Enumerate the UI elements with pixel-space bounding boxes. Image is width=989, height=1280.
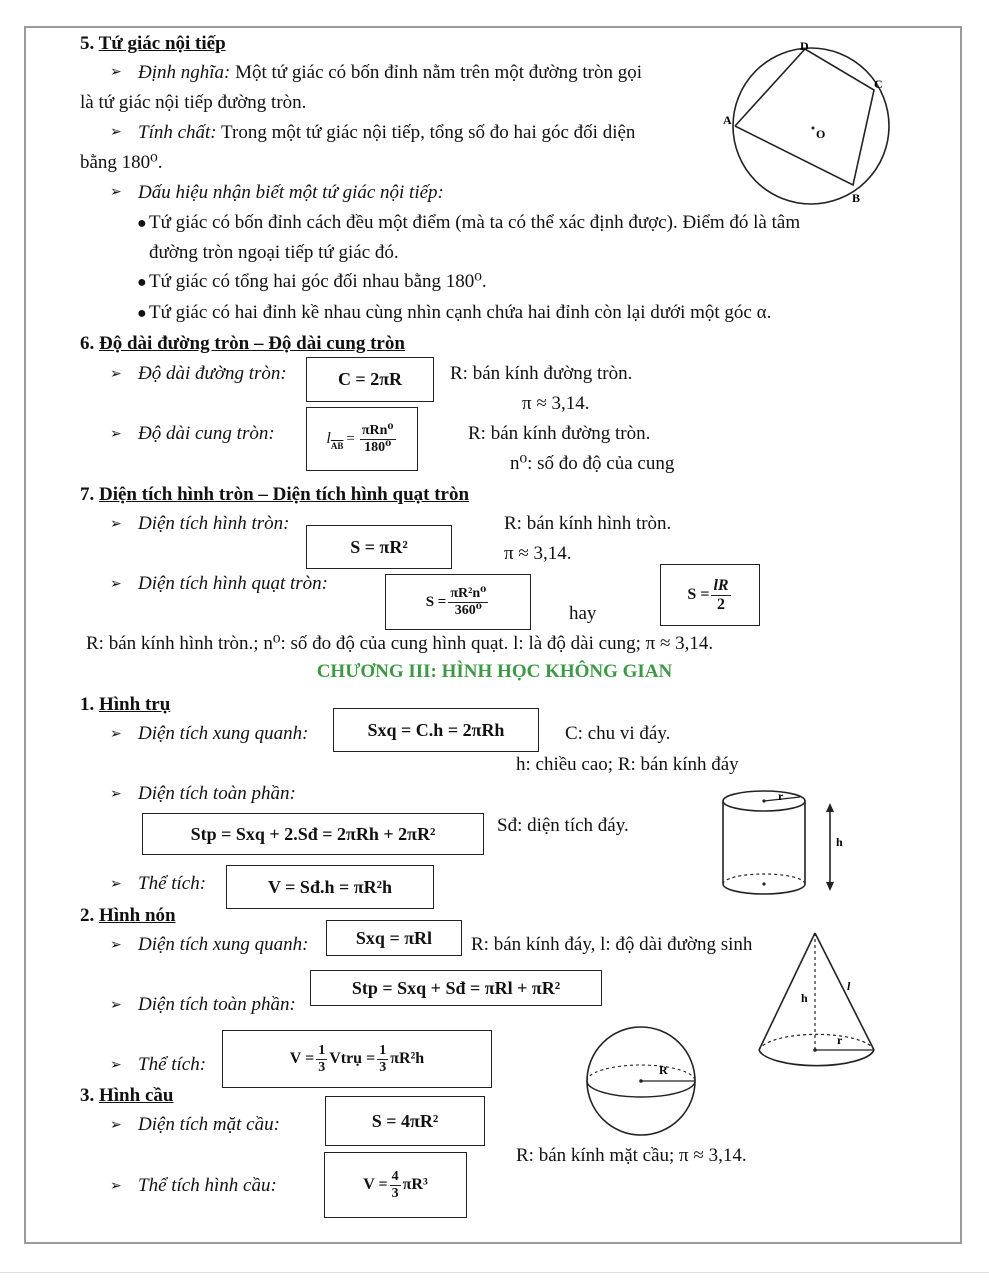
arrow-bullet-icon: ➢ (110, 1058, 122, 1073)
bullet-dot-icon: ● (137, 305, 147, 322)
sector-area-label: Diện tích hình quạt tròn: (138, 573, 328, 594)
cone-lateral-formula-box: Sxq = πRl (326, 920, 462, 956)
cone-base-center (813, 1048, 817, 1052)
or-text: hay (569, 603, 597, 624)
cylinder-height-label: h (836, 835, 843, 849)
cylinder-lateral-label: Diện tích xung quanh: (138, 723, 309, 744)
property-text: Trong một tứ giác nội tiếp, tổng số đo hai góc đối diện (216, 122, 636, 143)
arrow-bullet-icon: ➢ (110, 367, 122, 382)
sphere-volume-rhs: πR³ (402, 1176, 428, 1193)
arc-note-degree: n⁰: số đo độ của cung (510, 453, 675, 474)
arrow-bullet-icon: ➢ (110, 787, 122, 802)
section-7-heading (80, 484, 469, 506)
section-number: 1. (80, 694, 95, 715)
cone-volume-label: Thể tích: (138, 1054, 207, 1075)
sphere-center (639, 1079, 643, 1083)
sphere-volume-lhs: V = (363, 1176, 388, 1193)
section-title: Độ dài đường tròn – Độ dài cung tròn (99, 333, 405, 354)
height-arrow-down-icon (826, 882, 834, 891)
sphere-volume-formula-box (324, 1152, 467, 1218)
cone-right-edge (815, 933, 874, 1050)
cone-note: R: bán kính đáy, l: độ dài đường sinh (471, 934, 753, 955)
vertex-label-b: B (852, 191, 861, 205)
arc-note-radius: R: bán kính đường tròn. (468, 423, 651, 444)
property-line (138, 122, 635, 144)
arrow-bullet-icon: ➢ (110, 938, 122, 953)
cone-height-label: h (801, 991, 808, 1005)
cylinder-note-height-radius: h: chiều cao; R: bán kính đáy (516, 754, 739, 775)
cone-total-label: Diện tích toàn phần: (138, 994, 296, 1015)
sector-alt-numerator: lR (713, 576, 729, 594)
arrow-bullet-icon: ➢ (110, 727, 122, 742)
fraction-numerator: 1 (379, 1042, 387, 1058)
definition-text: Một tứ giác có bốn đỉnh nằm trên một đường tròn gọi (230, 62, 643, 83)
center-point (812, 127, 815, 130)
cone-lateral-label: Diện tích xung quanh: (138, 934, 309, 955)
property-text-cont: bằng 180⁰. (80, 152, 163, 173)
sphere-area-formula-box: S = 4πR² (325, 1096, 485, 1146)
sector-area-formula-box (385, 574, 531, 630)
sector-numerator: πR²n⁰ (450, 585, 487, 601)
section-title: Diện tích hình tròn – Diện tích hình quạt tròn (99, 484, 470, 505)
arc-numerator: πRn⁰ (361, 422, 394, 438)
circumference-note-pi: π ≈ 3,14. (522, 393, 590, 414)
fraction-denominator: 3 (379, 1059, 387, 1075)
arrow-bullet-icon: ➢ (110, 125, 122, 140)
fraction-numerator: 4 (391, 1168, 399, 1184)
cone-volume-lhs: V = (289, 1050, 315, 1067)
section-number: 6. (80, 333, 95, 354)
disc-area-label: Diện tích hình tròn: (138, 513, 290, 534)
cone-slant-label: l (847, 979, 851, 993)
recognition-item-1: Tứ giác có bốn đỉnh cách đều một điểm (mà ta có thể xác định được). Điểm đó là tâm (149, 212, 801, 233)
vertex-label-a: A (723, 113, 732, 127)
cylinder-lateral-formula-box: Sxq = C.h = 2πRh (333, 708, 539, 752)
chapter-title: CHƯƠNG III: HÌNH HỌC KHÔNG GIAN (316, 661, 673, 682)
disc-note-pi: π ≈ 3,14. (504, 543, 572, 564)
section-number: 5. (80, 33, 95, 54)
cone-base-front (759, 1050, 874, 1066)
sector-area-alt-formula-box (660, 564, 760, 626)
vertex-label-d: D (800, 39, 809, 53)
cylinder-note-base-area: Sđ: diện tích đáy. (497, 815, 629, 836)
section-title: Hình trụ (99, 694, 171, 715)
arrow-bullet-icon: ➢ (110, 577, 122, 592)
sector-alt-denominator: 2 (717, 595, 725, 613)
fraction-numerator: 1 (318, 1042, 326, 1058)
section-title: Hình cầu (99, 1085, 174, 1106)
cylinder-top-center (762, 799, 765, 802)
arrow-bullet-icon: ➢ (110, 517, 122, 532)
cone-volume-rhs: πR²h (390, 1050, 425, 1067)
fraction-denominator: 3 (318, 1059, 326, 1075)
sector-denominator: 360⁰ (454, 602, 482, 618)
cone-radius-label: r (837, 1033, 843, 1047)
page-bottom-divider (0, 1272, 989, 1273)
arc-length-symbol: l (326, 430, 331, 447)
cone-base-back (759, 1034, 874, 1050)
cone-volume-formula-box (222, 1030, 492, 1088)
inscribed-quadrilateral-figure (720, 40, 920, 210)
sphere-area-label: Diện tích mặt cầu: (138, 1114, 280, 1135)
section-title: Hình nón (99, 905, 176, 926)
sphere-note: R: bán kính mặt cầu; π ≈ 3,14. (516, 1145, 747, 1166)
cone-volume-mid: Vtrụ = (329, 1050, 376, 1067)
section-number: 2. (80, 905, 95, 926)
section-title: Tứ giác nội tiếp (98, 33, 226, 54)
arrow-bullet-icon: ➢ (110, 998, 122, 1013)
section-number: 7. (80, 484, 95, 505)
recognition-item-1-cont: đường tròn ngoại tiếp tứ giác đó. (149, 242, 399, 263)
sphere-equator-front (587, 1081, 695, 1097)
property-label: Tính chất: (138, 122, 217, 143)
sector-note: R: bán kính hình tròn.; n⁰: số đo độ của cung hình quạt. l: là độ dài cung; π ≈ 3,14. (86, 633, 714, 654)
section-6-heading (80, 333, 405, 355)
arc-subscript: $\overline{AB}$ (330, 441, 344, 451)
sphere-volume-label: Thể tích hình cầu: (138, 1175, 277, 1196)
arrow-bullet-icon: ➢ (110, 877, 122, 892)
disc-note-radius: R: bán kính hình tròn. (504, 513, 672, 534)
arrow-bullet-icon: ➢ (110, 427, 122, 442)
definition-label: Định nghĩa: (138, 62, 231, 83)
cone-figure (757, 928, 887, 1078)
section-5-heading (80, 33, 226, 55)
cylinder-heading (80, 694, 170, 716)
sphere-figure (585, 1026, 705, 1146)
sector-alt-lhs: S = (687, 586, 710, 603)
cylinder-total-formula-box: Stp = Sxq + 2.Sđ = 2πRh + 2πR² (142, 813, 484, 855)
arc-length-formula-box: l $\overline{AB}$ = $\frac{\text{πRn⁰}}{\text{180⁰}}$ (306, 407, 418, 471)
sphere-equator-back (587, 1065, 695, 1081)
sphere-radius-label: R (659, 1063, 668, 1077)
quadrilateral-abcd (735, 49, 874, 185)
cylinder-bottom-center (762, 882, 765, 885)
cone-heading (80, 905, 176, 927)
bullet-dot-icon: ● (137, 274, 147, 291)
definition-line (138, 62, 642, 84)
definition-text-cont: là tứ giác nội tiếp đường tròn. (80, 92, 307, 113)
section-number: 3. (80, 1085, 95, 1106)
sphere-heading (80, 1085, 173, 1107)
cylinder-volume-formula-box: V = Sđ.h = πR²h (226, 865, 434, 909)
arrow-bullet-icon: ➢ (110, 65, 122, 80)
cone-total-formula-box: Stp = Sxq + Sđ = πRl + πR² (310, 970, 602, 1006)
fraction-denominator: 3 (391, 1185, 399, 1201)
disc-area-formula-box: S = πR² (306, 525, 452, 569)
recognition-item-2: Tứ giác có tổng hai góc đối nhau bằng 180⁰. (149, 271, 487, 292)
sector-lhs: S = (425, 593, 447, 610)
arrow-bullet-icon: ➢ (110, 1179, 122, 1194)
arrow-bullet-icon: ➢ (110, 185, 122, 200)
circumference-formula-box: C = 2πR (306, 357, 434, 402)
circumference-label: Độ dài đường tròn: (138, 363, 287, 384)
cylinder-volume-label: Thể tích: (138, 873, 207, 894)
arc-length-label: Độ dài cung tròn: (138, 423, 275, 444)
cylinder-total-label: Diện tích toàn phần: (138, 783, 296, 804)
bullet-dot-icon: ● (137, 215, 147, 232)
cylinder-note-perimeter: C: chu vi đáy. (565, 723, 671, 744)
arrow-bullet-icon: ➢ (110, 1118, 122, 1133)
circumference-note-radius: R: bán kính đường tròn. (450, 363, 633, 384)
vertex-label-c: C (874, 77, 883, 91)
cylinder-radius-label: r (778, 789, 784, 803)
recognition-item-3: Tứ giác có hai đỉnh kề nhau cùng nhìn cạnh chứa hai đỉnh còn lại dưới một góc α. (149, 302, 772, 323)
center-label-o: O (816, 127, 826, 141)
height-arrow-up-icon (826, 803, 834, 812)
recognition-label: Dấu hiệu nhận biết một tứ giác nội tiếp: (138, 182, 444, 203)
arc-denominator: 180⁰ (364, 439, 392, 455)
cylinder-figure (718, 788, 858, 898)
